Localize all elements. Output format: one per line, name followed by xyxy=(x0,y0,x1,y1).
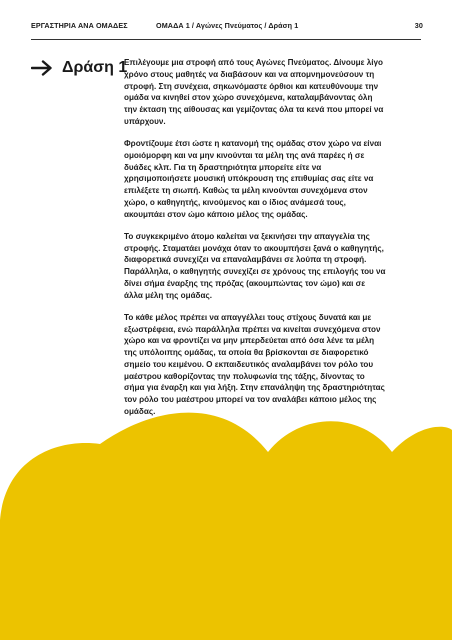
header-series-title: ΕΡΓΑΣΤΗΡΙΑ ΑΝΑ ΟΜΑΔΕΣ xyxy=(31,21,128,30)
section-title: Δράση 1 xyxy=(62,59,128,76)
paragraph: Φροντίζουμε έτσι ώστε η κατανομή της ομάδας στον χώρο να είναι ομοιόμορφη και να μην κινούνται τα μέλη της ανά παρέες ή σε δυάδες κλπ. Για τη δραστηριότητα μπορείτε είτε να χρησιμοποιήσετε μουσική υπόκρουση της επιθυμίας σας είτε να επιλέξετε τη σιωπή. Καθώς τα μέλη κινούνται συνεχόμενα στον χώρο, ο καθηγητής, κινούμενος και ο ίδιος ανάμεσά τους, ακουμπάει στον ώμο κάποιο μέλος της ομάδας. xyxy=(124,139,382,219)
paragraph: Επιλέγουμε μια στροφή από τους Αγώνες Πνεύματος. Δίνουμε λίγο χρόνο στους μαθητές να διαβάσουν και να απομνημονεύσουν τη στροφή. Στη συνέχεια, σηκωνόμαστε όρθιοι και κατευθύνουμε την ομάδα να κινηθεί στον χώρο συνεχόμενα, καταλαμβάνοντας όλη την έκταση της αίθουσας και γεμίζοντας όλα τα κενά που μπορεί να υπάρχουν. xyxy=(124,58,384,126)
paragraph: Το κάθε μέλος πρέπει να απαγγέλλει τους στίχους δυνατά και με εξωστρέφεια, ενώ παράλληλα πρέπει να κινείται συνεχόμενα στον χώρο και να φροντίζει να μην μπερδεύεται από όσα λένε τα μέλη της υπόλοιπης ομάδας, τα οποία θα βρίσκονται σε διαφορετικό σημείο του κειμένου. Ο εκπαιδευτικός αναλαμβάνει τον ρόλο του μαέστρου καθορίζοντας την πολυφωνία της τάξης, δίνοντας το σήμα για έναρξη και για λήξη. Στην επανάληψη της δραστηριότητας τον ρόλο του μαέστρου μπορεί να τον αναλάβει κάποιο μέλος της ομάδας. xyxy=(124,312,385,416)
yellow-scallop-shape xyxy=(0,413,452,640)
arrow-right-icon xyxy=(31,60,53,76)
header-divider xyxy=(31,39,421,40)
yellow-scallop-decoration xyxy=(0,400,452,640)
page-number: 30 xyxy=(414,21,423,30)
body-text xyxy=(124,57,386,428)
running-header xyxy=(31,21,423,35)
header-breadcrumb: ΟΜΑΔΑ 1 / Αγώνες Πνεύματος / Δράση 1 xyxy=(156,21,299,30)
paragraph: Το συγκεκριμένο άτομο καλείται να ξεκινήσει την απαγγελία της στροφής. Σταματάει μονάχα όταν το ακουμπήσει ξανά ο καθηγητής, διαφορετικά συνεχίζει να επαναλαμβάνει σε λούπα τη στροφή. Παράλληλα, ο καθηγητής συνεχίζει σε χρόνους της επιλογής του να δίνει σήμα έναρξης της πρόζας (ακουμπώντας τον ώμο) και σε άλλα μέλη της ομάδας. xyxy=(124,231,386,300)
